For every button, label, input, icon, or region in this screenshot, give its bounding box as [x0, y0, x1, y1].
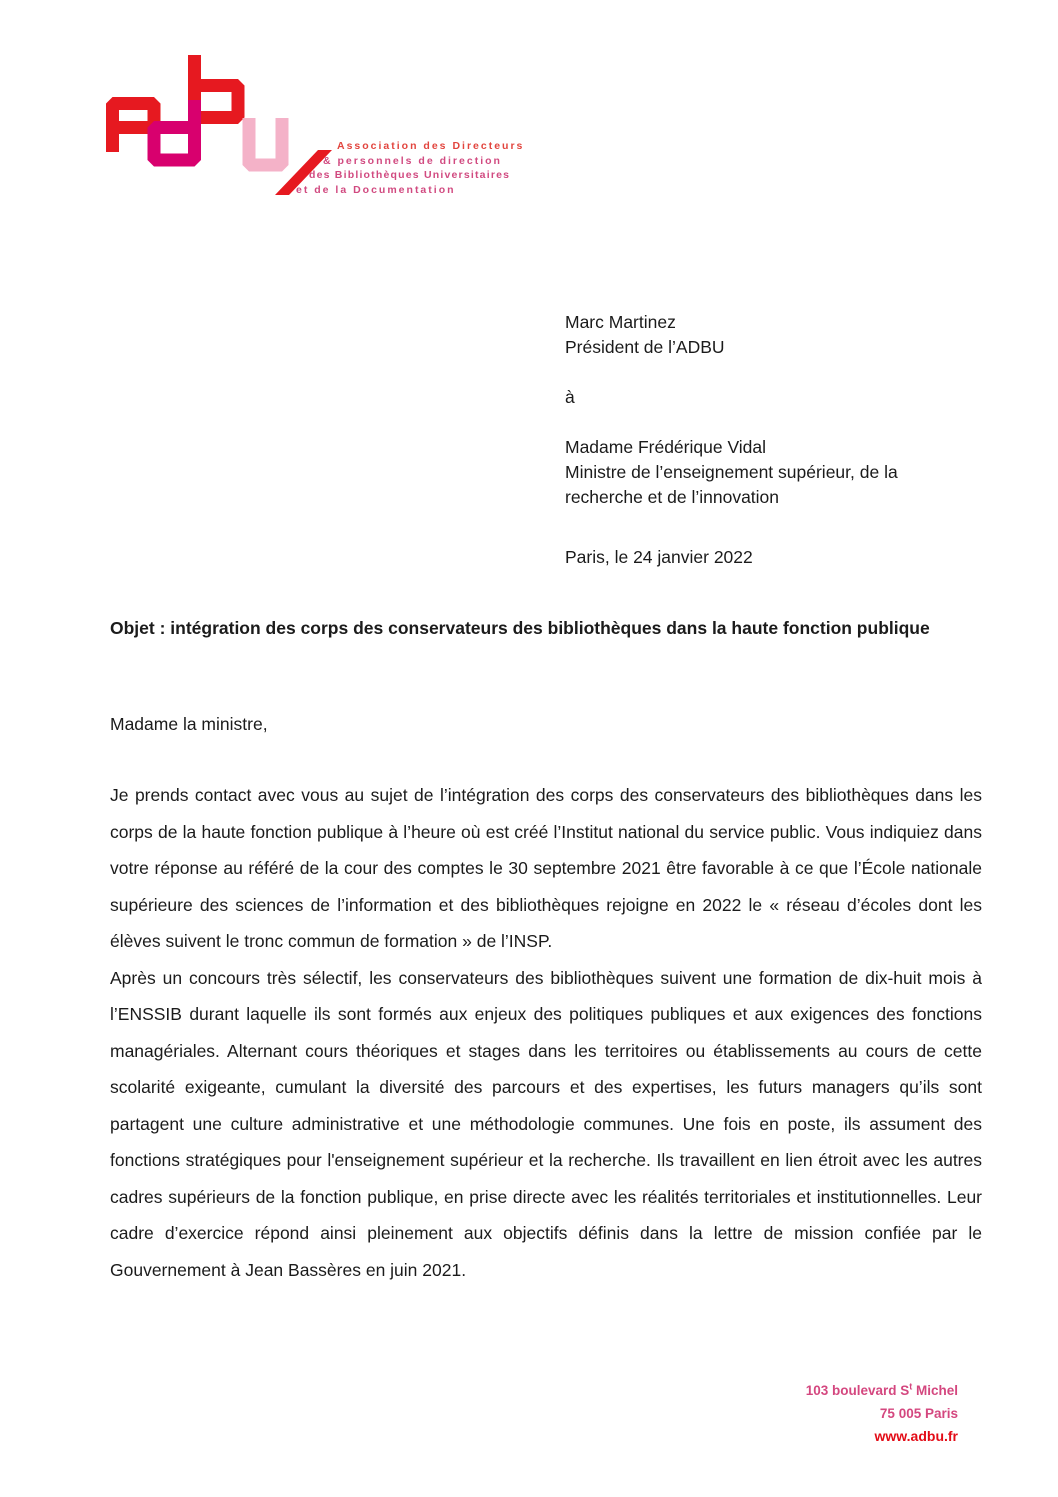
paragraph: Après un concours très sélectif, les conservateurs des bibliothèques suivent une formation de dix-huit mois à l’ENSSIB durant laquelle ils sont formés aux enjeux des politiques publiques et aux exigences des fonctions managériales. Alternant cours théoriques et stages dans les territoires ou établissements au cours de cette scolarité exigeante, cumulant la diversité des parcours et des expertises, les futurs managers qu’ils sont partagent une culture administrative et une méthodologie communes. Une fois en poste, ils assument des fonctions stratégiques pour l'enseignement supérieur et la recherche. Ils travaillent en lien étroit avec les autres cadres supérieurs de la fonction publique, en prise directe avec les réalités territoriales et institutionnelles. Leur cadre d’exercice répond ainsi pleinement aux objectifs définis dans la lettre de mission confiée par le Gouvernement à Jean Bassères en juin 2021. — [110, 967, 982, 1280]
footer-website: www.adbu.fr — [874, 1428, 958, 1444]
footer-street-sup: t — [909, 1381, 913, 1392]
tagline-line: des Bibliothèques Universitaires — [309, 169, 511, 182]
paragraph: Je prends contact avec vous au sujet de l’intégration des corps des conservateurs des bibliothèques dans les corps de la haute fonction publique à l’heure où est créé l’Institut national du service public. Vous indiquiez dans votre réponse au référé de la cour des comptes le 30 septembre 2021 être favorable à ce que l’École nationale supérieure des sciences de l’information et des bibliothèques rejoigne en 2022 le « réseau d’écoles dont les élèves suivent le tronc commun de formation » de l’INSP. — [110, 785, 982, 951]
logo-letter-u — [249, 118, 282, 165]
letter-body — [110, 777, 982, 1288]
footer-address-line2: 75 005 Paris — [879, 1406, 958, 1421]
spacer — [565, 410, 898, 435]
recipient-title: recherche et de l’innovation — [565, 487, 780, 507]
logo-tagline — [296, 139, 524, 197]
footer-address-line1 — [806, 1379, 958, 1402]
tagline-line: et de la Documentation — [296, 183, 456, 196]
salutation: Madame la ministre, — [110, 714, 268, 734]
sender-title: Président de l’ADBU — [565, 337, 725, 357]
tagline-line: Association des Directeurs — [337, 140, 525, 152]
logo-letter-b — [195, 55, 239, 118]
sender-name: Marc Martinez — [565, 312, 676, 332]
footer-street-rest: Michel — [912, 1383, 958, 1398]
footer-street: 103 boulevard S — [805, 1383, 910, 1398]
tagline-line: & personnels de direction — [323, 154, 502, 167]
dateline: Paris, le 24 janvier 2022 — [565, 547, 753, 567]
recipient-title: Ministre de l’enseignement supérieur, de la — [565, 462, 898, 482]
to-word: à — [565, 387, 575, 407]
recipient-name: Madame Frédérique Vidal — [565, 437, 767, 457]
address-block — [565, 310, 898, 510]
footer-address — [806, 1379, 958, 1448]
spacer — [565, 360, 898, 385]
subject-line: Objet : intégration des corps des conservateurs des bibliothèques dans la haute fonction publique — [110, 618, 930, 638]
logo-letter-d — [154, 100, 201, 160]
